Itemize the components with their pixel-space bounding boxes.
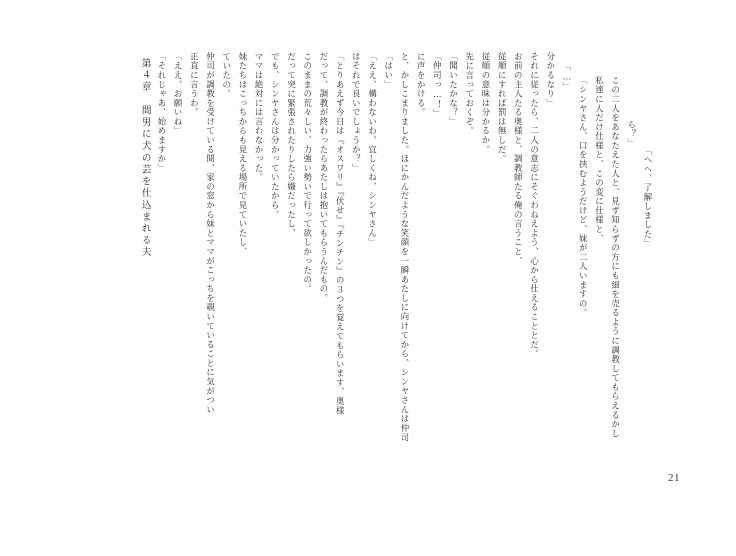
text-column: はそれで良いでしょうか？」 bbox=[351, 52, 362, 173]
text-column: このままの荒々しい、力強い勢いで行って欲しかったの。 bbox=[302, 52, 313, 294]
text-column: だって突に緊張されたりしたら嫌だったし、 bbox=[286, 52, 297, 238]
text-column: それに従ったら、二人の意志にそぐわねえよう、心から仕えることとだ。 bbox=[529, 52, 540, 359]
text-column: 「へへ、了解しました」 bbox=[643, 146, 653, 249]
text-column: 妹たちはこっちからも見える場所で見ていたし、 bbox=[237, 52, 248, 257]
text-column: お前の主人たる奥様と、調教師たる俺の言うこと、 bbox=[513, 52, 524, 266]
page-number: 21 bbox=[668, 472, 680, 484]
text-column: ていたの。 bbox=[221, 52, 232, 99]
text-column: 「はい」 bbox=[383, 52, 394, 90]
text-column: 「仲司っ…！」 bbox=[432, 52, 443, 119]
text-column: 正直に言うわ。 bbox=[189, 52, 200, 118]
text-column: 「ええ、構わないわ。宜しくね、シンヤさん」 bbox=[367, 52, 378, 248]
text-column: 私達に人だけ仕様と、この変に仕様と、 bbox=[594, 76, 605, 244]
text-column: 「シンヤさん、口を挟むようだけど、妹が二人いますの。 bbox=[578, 76, 589, 318]
text-column: 仲司が調教を受けている間、家の窓から妹とママがこっちを覗いていることに気がつい bbox=[205, 52, 216, 415]
text-column: ら？」 bbox=[626, 120, 637, 148]
text-column: 分かるなり」 bbox=[545, 52, 556, 108]
text-column: 先に言っておくぞ。 bbox=[464, 52, 475, 136]
text-column: この二人をあなたえた人と、見ず知らずの方にも細を売るように調教してもらえるかし bbox=[610, 76, 621, 439]
text-column: 「それじゃあ、始めますか」 bbox=[156, 52, 167, 173]
text-column: 「ええ、お願いね」 bbox=[173, 52, 184, 136]
text-column: だって、調教が終わったらあたしは抱いてもらうんだもの。 bbox=[318, 52, 329, 303]
text-column: でも、シンヤさんは分かっていたから。 bbox=[270, 52, 281, 220]
vertical-text-block bbox=[114, 42, 652, 452]
text-column: 「聞いたかな？」 bbox=[448, 52, 459, 127]
text-column: 従順の意味は分かるか。 bbox=[480, 52, 491, 155]
text-column: ママは絶対には言わなかった。 bbox=[254, 52, 265, 183]
text-column: 従順にすれば罰は無しだ。 bbox=[497, 52, 508, 164]
text-column: 「…」 bbox=[561, 62, 572, 92]
text-column: 「とりあえず今日は『オスワリ』『伏せ』『チンチン』の３つを覚えてもらいます、奥様 bbox=[335, 52, 346, 416]
text-column: と、かしこまりました。ほにかんだような笑顔を一瞬あたしに向けてから、シンヤさんは仲司 bbox=[399, 52, 410, 443]
text-column: に声をかける。 bbox=[416, 52, 427, 118]
chapter-heading: 第４章 間男に犬の芸を仕込まれる夫 bbox=[139, 58, 151, 259]
